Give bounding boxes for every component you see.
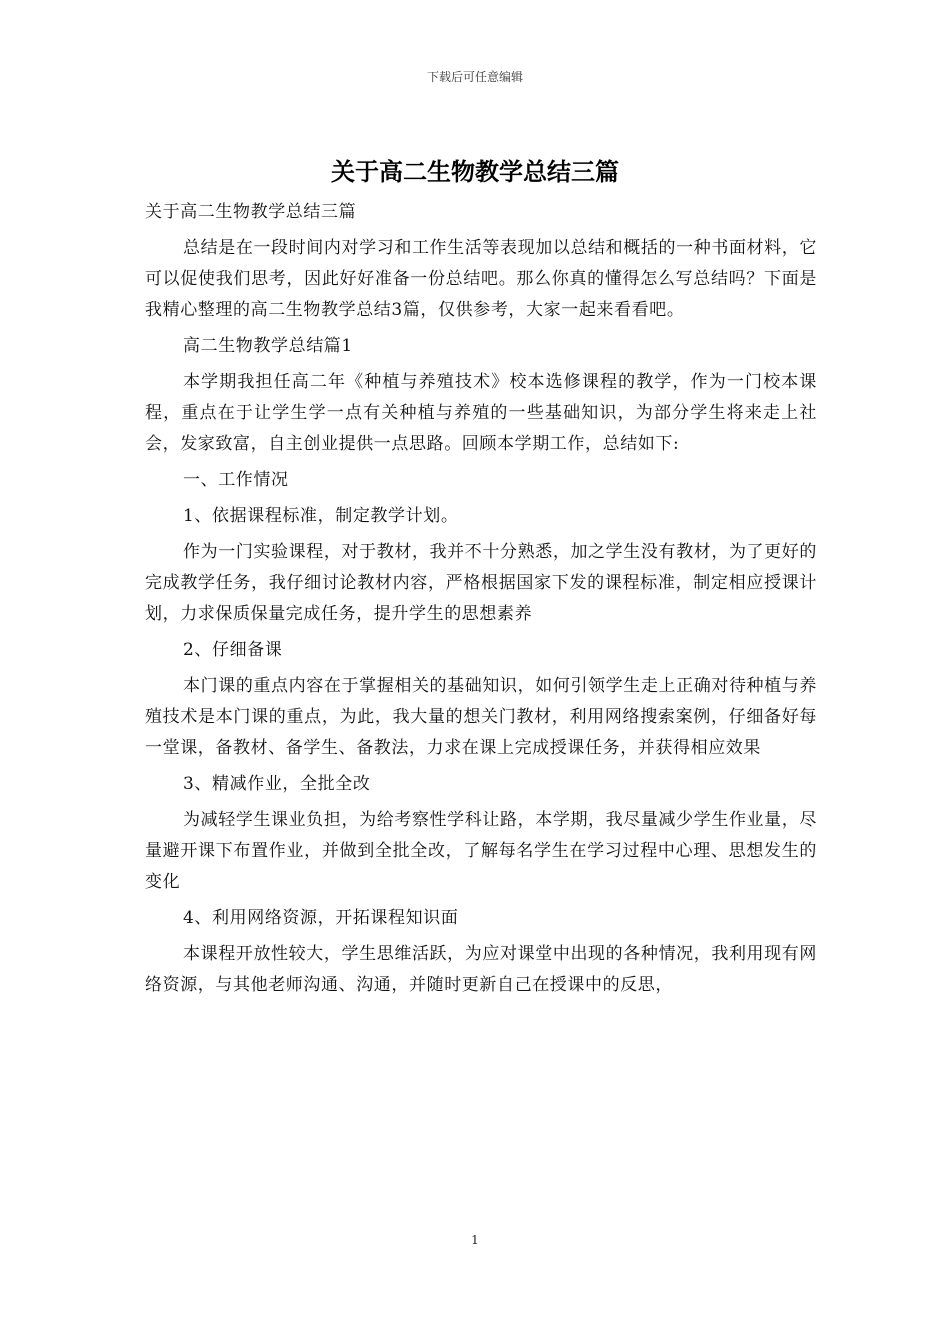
item-heading-3: 3、精减作业，全批全改 xyxy=(183,774,371,794)
document-body xyxy=(145,197,817,1006)
paragraph-item-4: 本课程开放性较大，学生思维活跃，为应对课堂中出现的各种情况，我利用现有网络资源，与其他老师沟通、沟通，并随时更新自己在授课中的反思， xyxy=(145,944,817,995)
section-heading-part-1: 高二生物教学总结篇1 xyxy=(183,336,353,356)
paragraph-intro: 总结是在一段时间内对学习和工作生活等表现加以总结和概括的一种书面材料，它可以促使我们思考，因此好好准备一份总结吧。那么你真的懂得怎么写总结吗？下面是我精心整理的高二生物教学总结3篇，仅供参考，大家一起来看看吧。 xyxy=(145,238,817,320)
heading-work-situation: 一、工作情况 xyxy=(183,470,289,490)
paragraph-subtitle: 关于高二生物教学总结三篇 xyxy=(145,202,357,222)
paragraph-semester-overview: 本学期我担任高二年《种植与养殖技术》校本选修课程的教学，作为一门校本课程，重点在于让学生学一点有关种植与养殖的一些基础知识，为部分学生将来走上社会，发家致富，自主创业提供一点思路。回顾本学期工作，总结如下: xyxy=(145,372,817,454)
page-number: 1 xyxy=(471,1233,479,1247)
item-heading-1: 1、依据课程标准，制定教学计划。 xyxy=(183,506,459,526)
header-note: 下载后可任意编辑 xyxy=(426,70,523,84)
paragraph-item-2: 本门课的重点内容在于掌握相关的基础知识，如何引领学生走上正确对待种植与养殖技术是本门课的重点，为此，我大量的想关门教材，利用网络搜索案例，仔细备好每一堂课，备教材、备学生、备教法，力求在课上完成授课任务，并获得相应效果 xyxy=(145,676,817,758)
document-title: 关于高二生物教学总结三篇 xyxy=(331,157,619,186)
item-heading-4: 4、利用网络资源，开拓课程知识面 xyxy=(183,908,459,928)
paragraph-item-3: 为减轻学生课业负担，为给考察性学科让路，本学期，我尽量减少学生作业量，尽量避开课下布置作业，并做到全批全改，了解每名学生在学习过程中心理、思想发生的变化 xyxy=(145,810,817,892)
paragraph-item-1: 作为一门实验课程，对于教材，我并不十分熟悉，加之学生没有教材，为了更好的完成教学任务，我仔细讨论教材内容，严格根据国家下发的课程标准，制定相应授课计划，力求保质保量完成任务，提升学生的思想素养 xyxy=(145,542,817,624)
item-heading-2: 2、仔细备课 xyxy=(183,640,283,660)
